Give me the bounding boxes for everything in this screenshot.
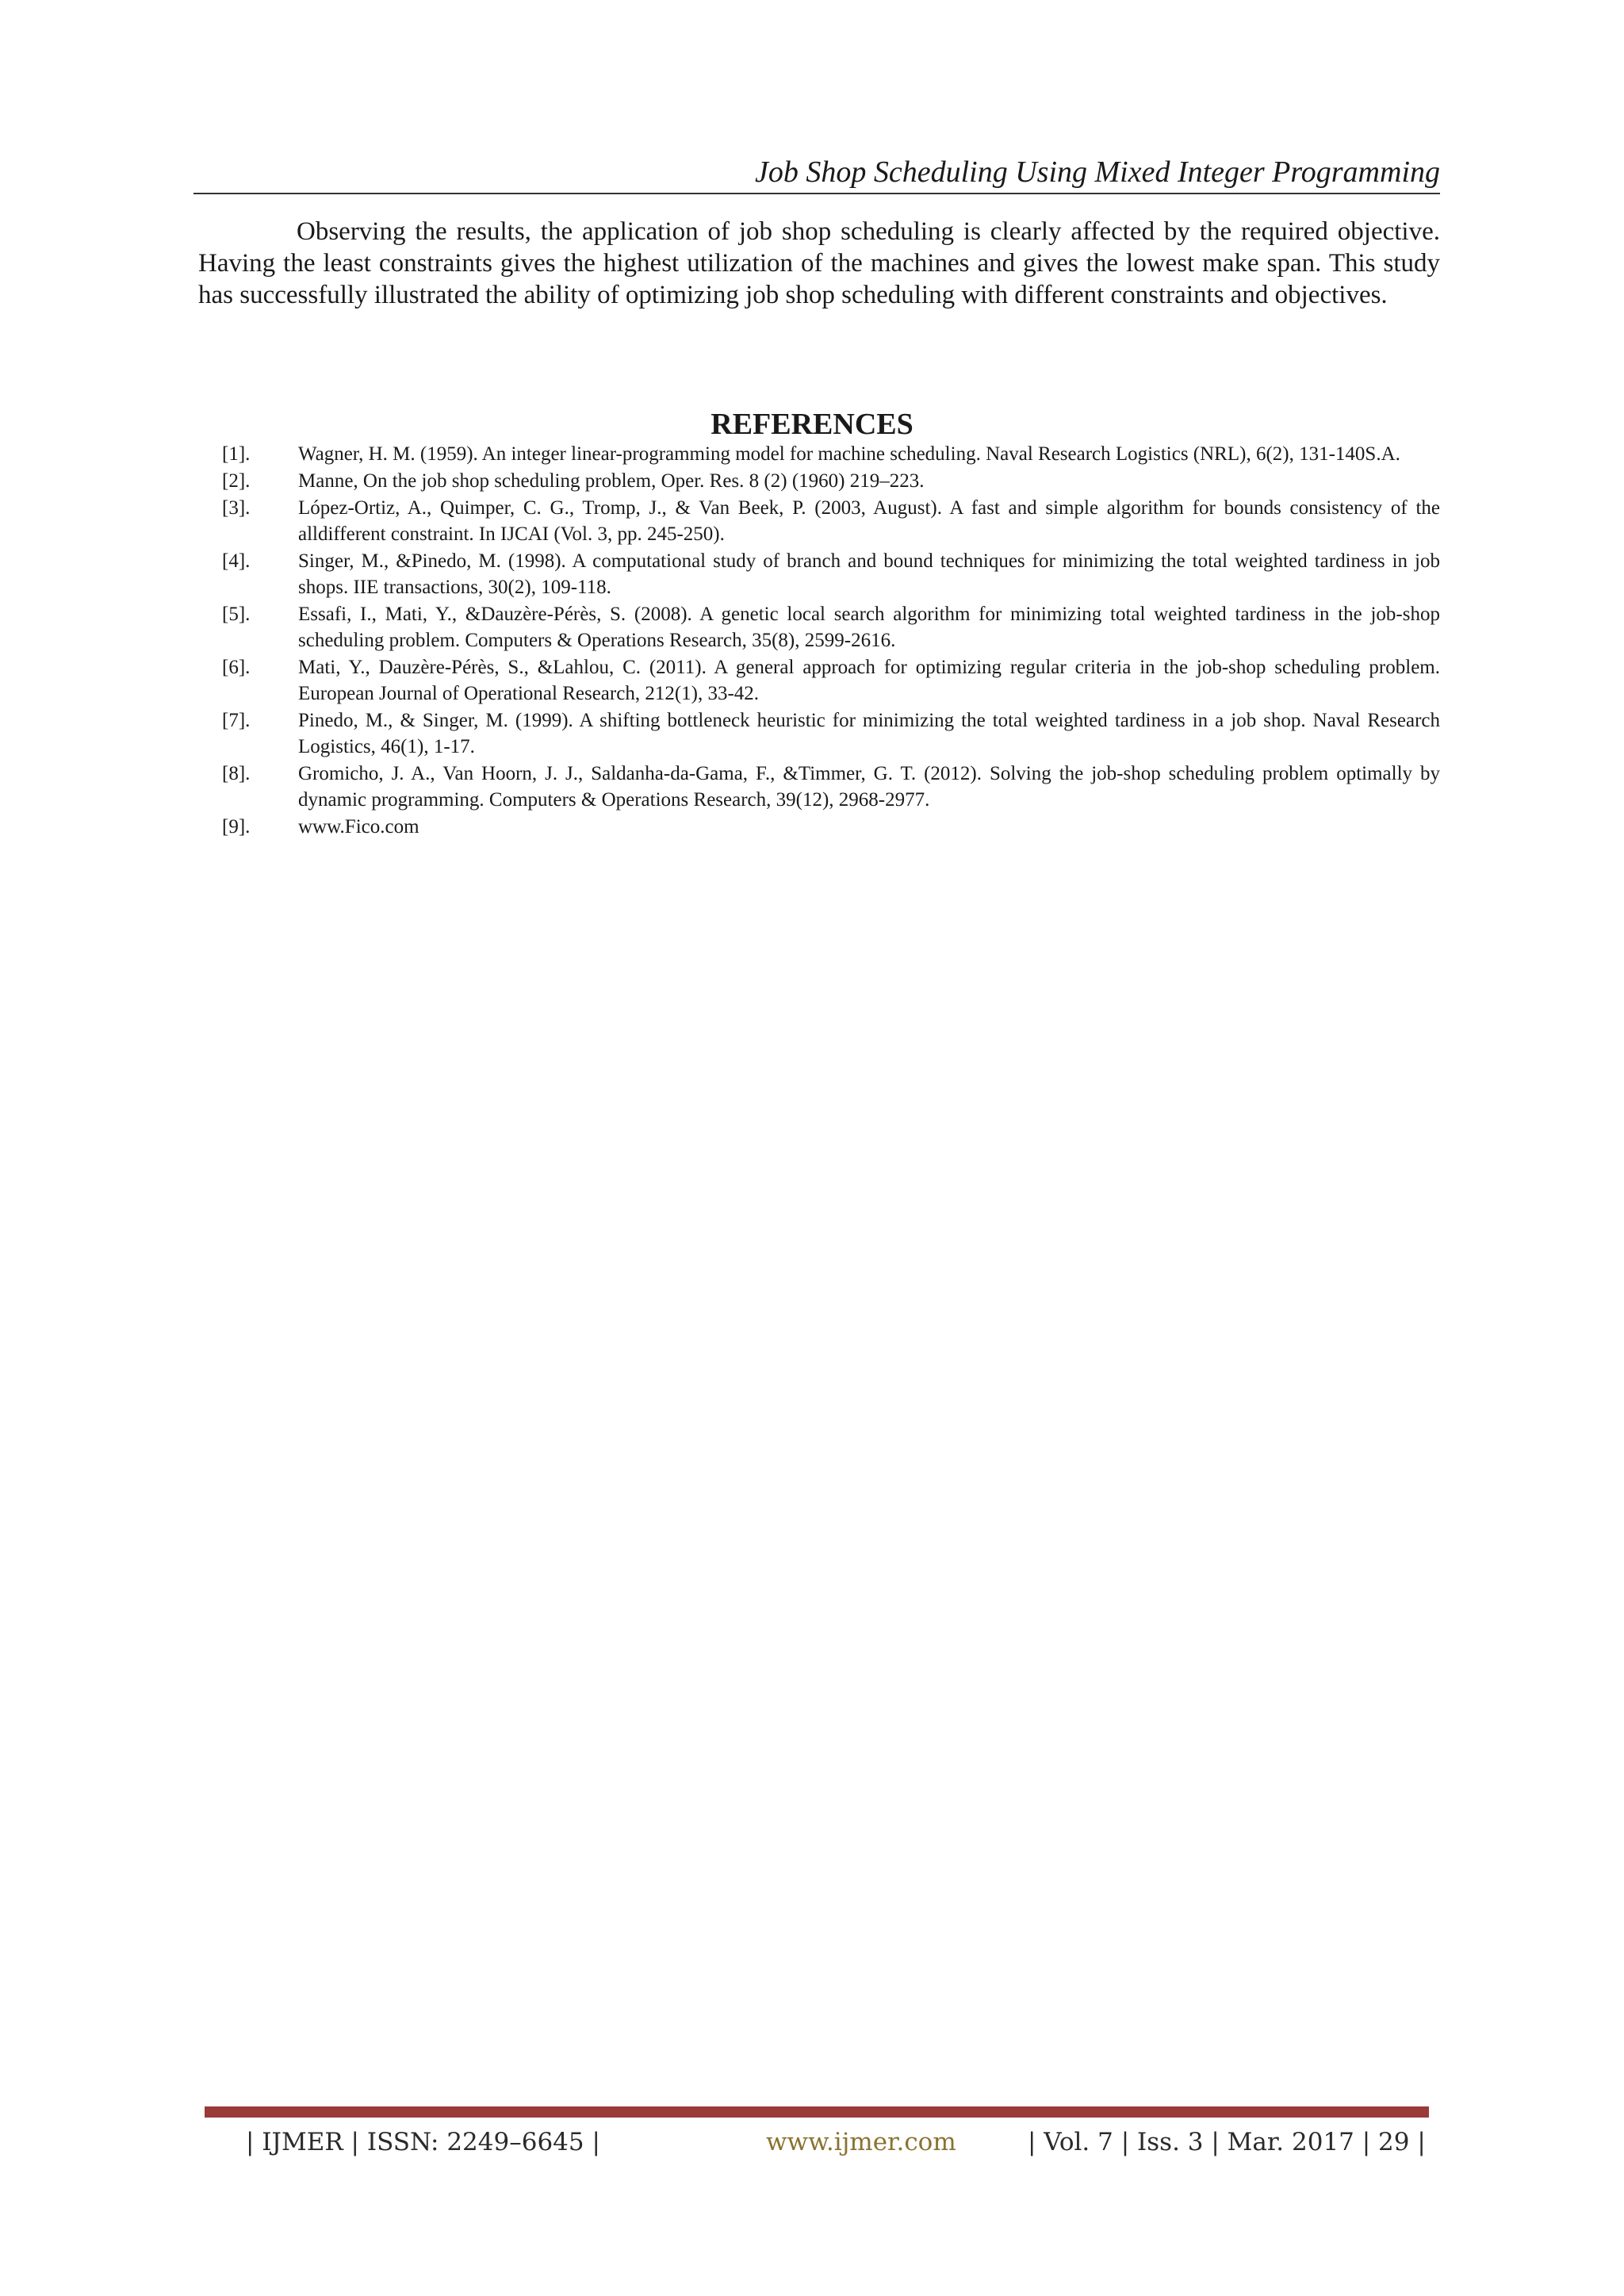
footer-website-link[interactable]: www.ijmer.com	[766, 2128, 956, 2156]
reference-list	[222, 441, 1440, 841]
reference-item	[222, 707, 1440, 760]
reference-text: www.Fico.com	[298, 816, 419, 838]
reference-text: Singer, M., &Pinedo, M. (1998). A computational study of branch and bound techniques for minimizing the total weighted tardiness in job shops. IIE transactions, 30(2), 109-118.	[298, 550, 1440, 598]
reference-number: [9].	[222, 816, 251, 838]
reference-item	[222, 814, 1440, 840]
reference-item	[222, 601, 1440, 654]
reference-text: Pinedo, M., & Singer, M. (1999). A shifting bottleneck heuristic for minimizing the total weighted tardiness in a job shop. Naval Research Logistics, 46(1), 1-17.	[298, 710, 1440, 757]
reference-item	[222, 761, 1440, 813]
reference-number: [8].	[222, 763, 251, 784]
reference-item	[222, 441, 1440, 467]
reference-number: [3].	[222, 497, 251, 519]
reference-number: [5].	[222, 604, 251, 625]
reference-text: Gromicho, J. A., Van Hoorn, J. J., Saldanha-da-Gama, F., &Timmer, G. T. (2012). Solving the job-shop scheduling problem optimally by dynamic programming. Computers & Operations Research, 39(12), 2968-2977.	[298, 763, 1440, 811]
page-footer	[0, 2122, 1624, 2162]
reference-text: Wagner, H. M. (1959). An integer linear-programming model for machine scheduling. Naval Research Logistics (NRL), 6(2), 131-140S.A.	[298, 443, 1400, 465]
reference-number: [6].	[222, 657, 251, 678]
reference-number: [7].	[222, 710, 251, 731]
footer-journal-issn: | IJMER | ISSN: 2249–6645 |	[246, 2128, 600, 2156]
reference-text: López-Ortiz, A., Quimper, C. G., Tromp, J., & Van Beek, P. (2003, August). A fast and simple algorithm for bounds consistency of the alldifferent constraint. In IJCAI (Vol. 3, pp. 245-250).	[298, 497, 1440, 545]
reference-text: Manne, On the job shop scheduling problem, Oper. Res. 8 (2) (1960) 219–223.	[298, 470, 925, 492]
references-heading: REFERENCES	[710, 408, 914, 441]
footer-volume-page: | Vol. 7 | Iss. 3 | Mar. 2017 | 29 |	[1028, 2128, 1426, 2156]
header-divider	[193, 193, 1440, 194]
footer-rule-bar	[205, 2106, 1429, 2118]
reference-number: [1].	[222, 443, 251, 465]
reference-number: [2].	[222, 470, 251, 492]
reference-item	[222, 548, 1440, 600]
reference-text: Mati, Y., Dauzère-Pérès, S., &Lahlou, C. (2011). A general approach for optimizing regular criteria in the job-shop scheduling problem. European Journal of Operational Research, 212(1), 33-42.	[298, 657, 1440, 704]
reference-item	[222, 654, 1440, 707]
reference-number: [4].	[222, 550, 251, 572]
conclusion-paragraph: Observing the results, the application of job shop scheduling is clearly affected by the required objective. Having the least constraints gives the highest utilization of the machines and gives the lowest make span. This study has successfully illustrated the ability of optimizing job shop scheduling with different constraints and objectives.	[198, 217, 1440, 309]
reference-item	[222, 468, 1440, 494]
reference-item	[222, 495, 1440, 547]
running-header-title: Job Shop Scheduling Using Mixed Integer Programming	[755, 155, 1440, 189]
reference-text: Essafi, I., Mati, Y., &Dauzère-Pérès, S. (2008). A genetic local search algorithm for minimizing total weighted tardiness in the job-shop scheduling problem. Computers & Operations Research, 35(8), 2599-2616.	[298, 604, 1440, 651]
